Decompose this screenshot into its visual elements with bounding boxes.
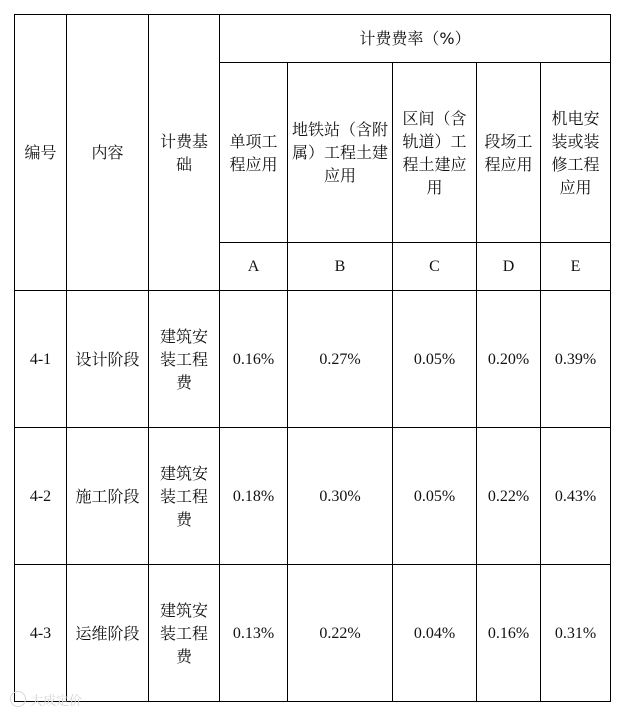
- rate-c: 0.04%: [393, 565, 477, 702]
- table-row: [15, 291, 611, 428]
- header-col-b: 地铁站（含附属）工程土建应用: [288, 63, 393, 243]
- row-basis: 建筑安装工程费: [149, 565, 220, 702]
- row-content: 施工阶段: [67, 428, 149, 565]
- rate-d: 0.22%: [477, 428, 541, 565]
- fee-rate-table: [14, 14, 611, 702]
- header-col-a: 单项工程应用: [220, 63, 288, 243]
- header-basis: 计费基础: [149, 15, 220, 291]
- rate-b: 0.22%: [288, 565, 393, 702]
- rate-e: 0.31%: [541, 565, 611, 702]
- letter-e: E: [541, 243, 611, 291]
- rate-a: 0.18%: [220, 428, 288, 565]
- watermark-logo-icon: [10, 691, 26, 707]
- row-content: 设计阶段: [67, 291, 149, 428]
- row-basis: 建筑安装工程费: [149, 291, 220, 428]
- rate-d: 0.16%: [477, 565, 541, 702]
- watermark-text: 大成定价: [30, 694, 83, 709]
- header-rate-group: 计费费率（%）: [220, 15, 611, 63]
- rate-c: 0.05%: [393, 428, 477, 565]
- letter-a: A: [220, 243, 288, 291]
- header-content: 内容: [67, 15, 149, 291]
- header-code: 编号: [15, 15, 67, 291]
- row-basis: 建筑安装工程费: [149, 428, 220, 565]
- letter-d: D: [477, 243, 541, 291]
- rate-b: 0.27%: [288, 291, 393, 428]
- rate-b: 0.30%: [288, 428, 393, 565]
- rate-a: 0.13%: [220, 565, 288, 702]
- header-col-c: 区间（含轨道）工程土建应用: [393, 63, 477, 243]
- letter-c: C: [393, 243, 477, 291]
- row-code: 4-2: [15, 428, 67, 565]
- watermark: [10, 690, 82, 709]
- header-row-group: [15, 15, 611, 63]
- rate-e: 0.43%: [541, 428, 611, 565]
- rate-e: 0.39%: [541, 291, 611, 428]
- row-code: 4-1: [15, 291, 67, 428]
- rate-c: 0.05%: [393, 291, 477, 428]
- table-row: [15, 428, 611, 565]
- letter-b: B: [288, 243, 393, 291]
- table-row: [15, 565, 611, 702]
- header-col-e: 机电安装或装修工程应用: [541, 63, 611, 243]
- row-content: 运维阶段: [67, 565, 149, 702]
- rate-a: 0.16%: [220, 291, 288, 428]
- header-col-d: 段场工程应用: [477, 63, 541, 243]
- row-code: 4-3: [15, 565, 67, 702]
- rate-d: 0.20%: [477, 291, 541, 428]
